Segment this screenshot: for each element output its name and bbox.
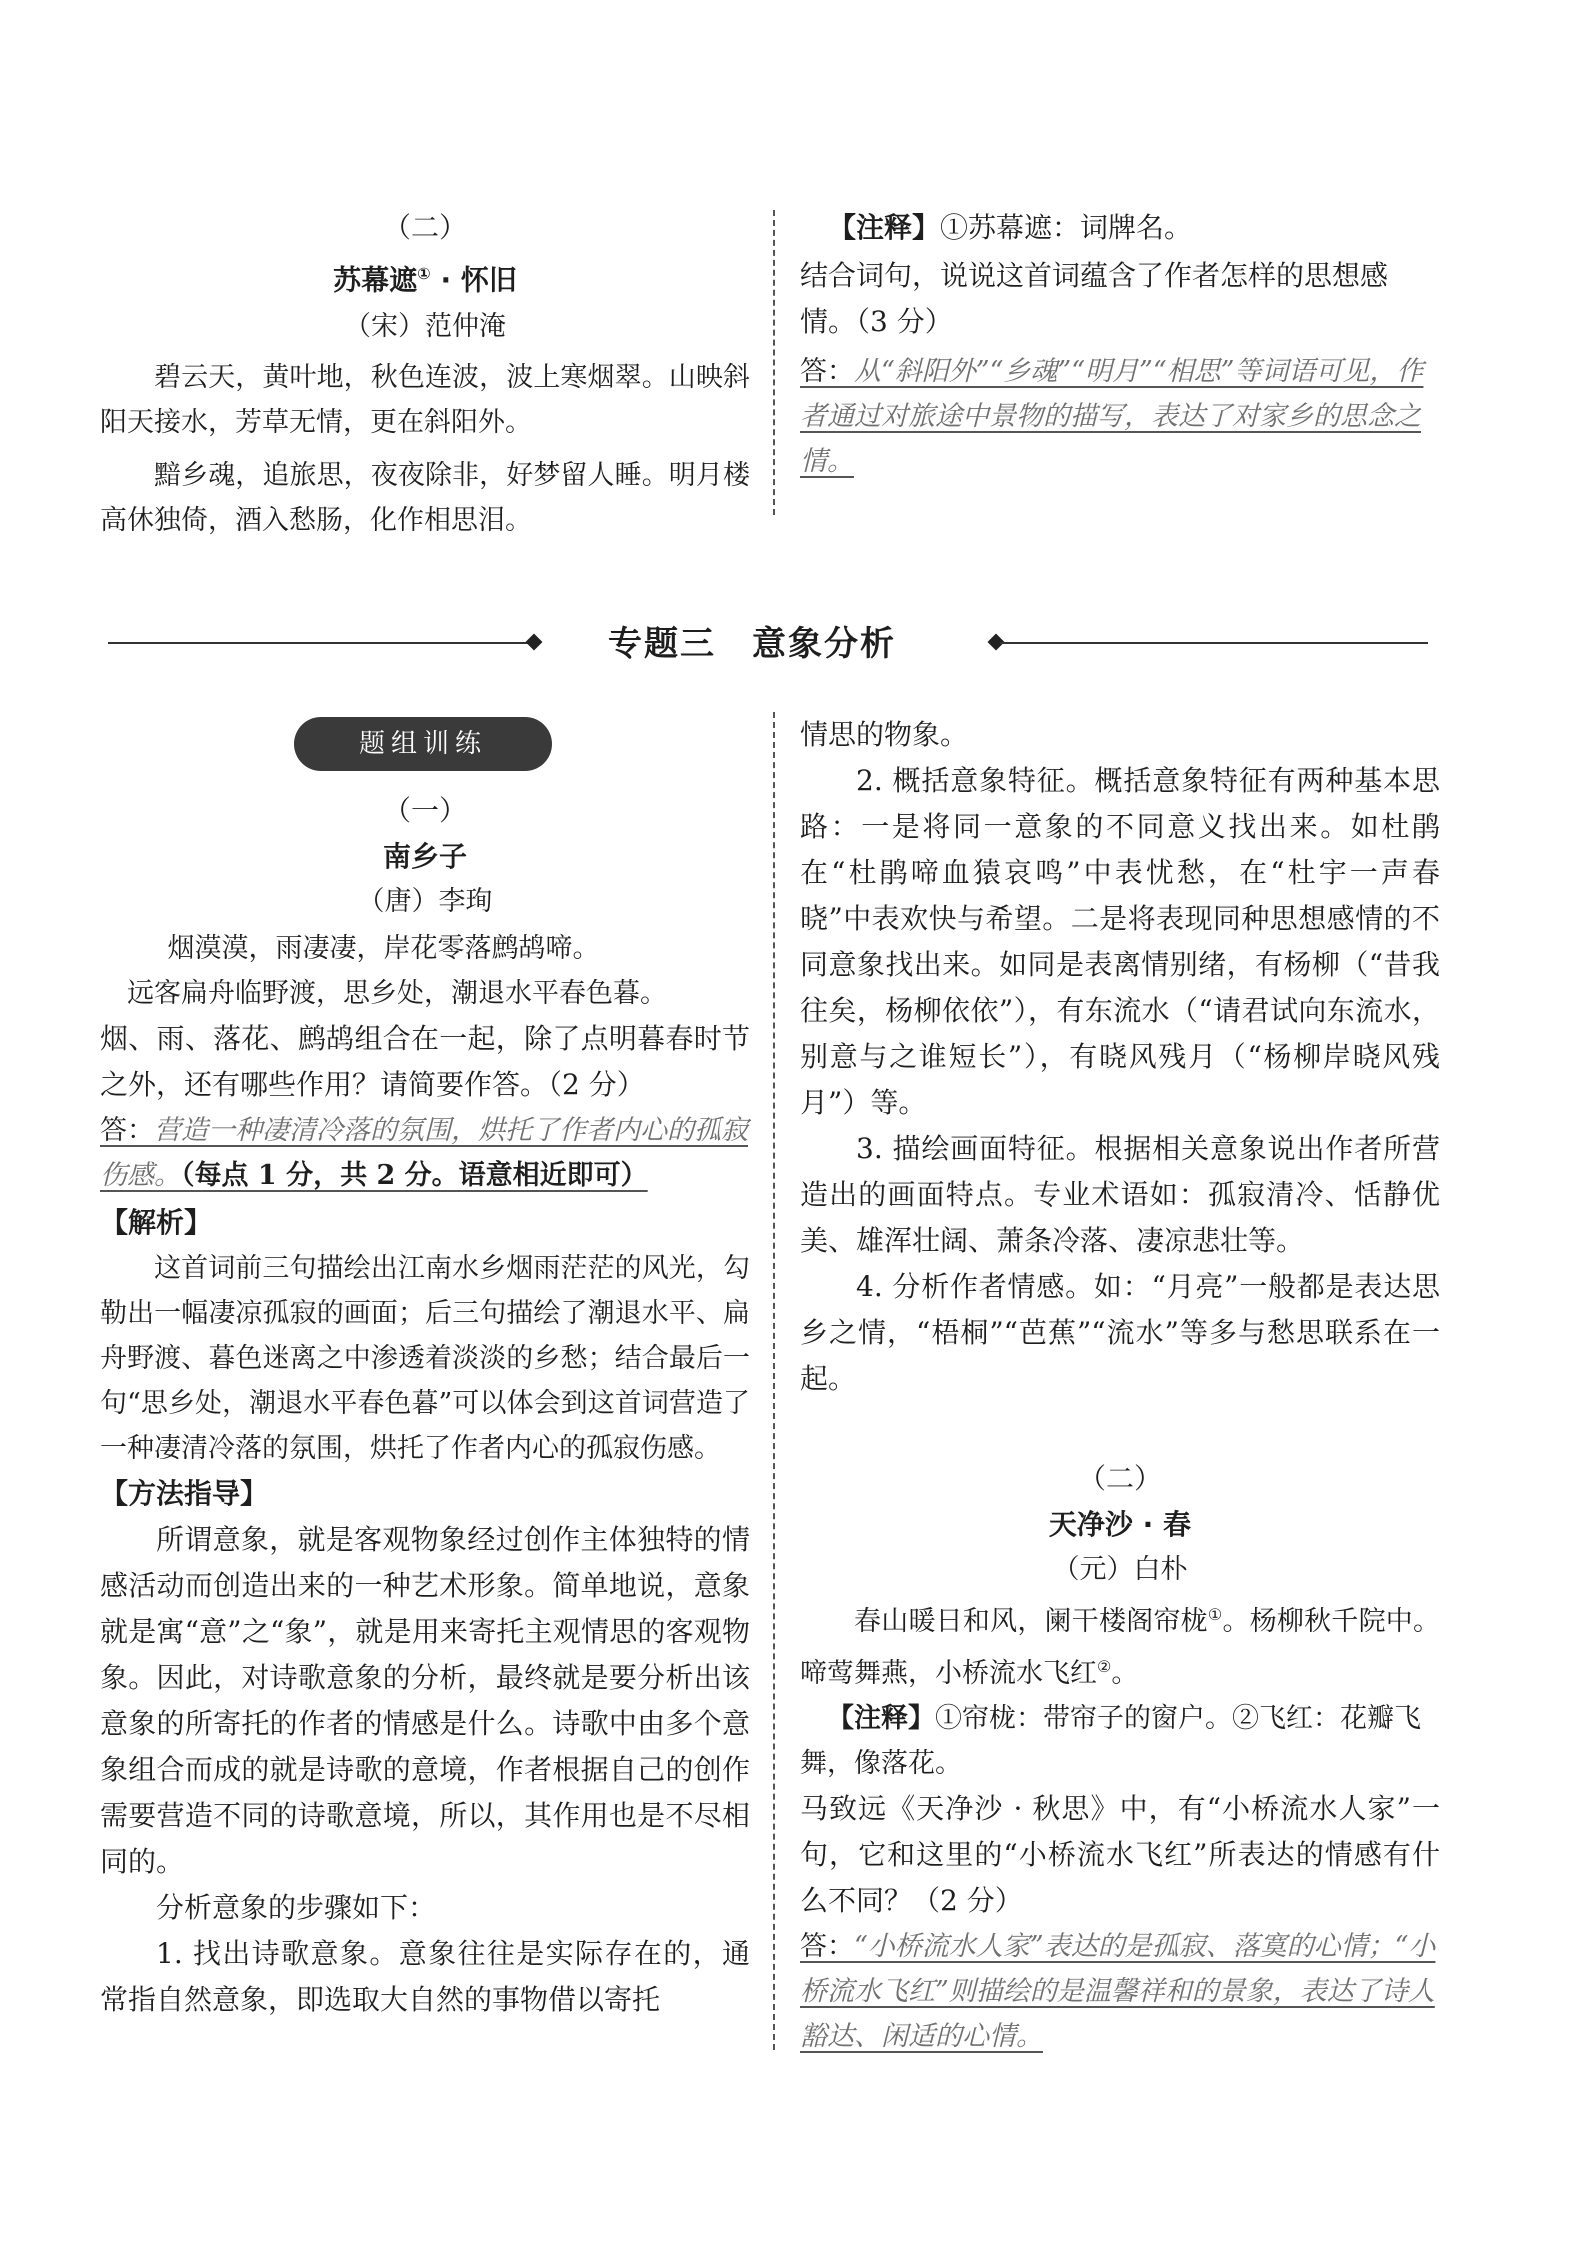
method-step: 4. 分析作者情感。如：“月亮”一般都是表达思乡之情，“梧桐”“芭蕉”“流水”等多与愁思联系在一起。 [800,1270,1440,1395]
answer: 答：“小桥流水人家”表达的是孤寂、落寞的心情；“小桥流水飞红”则描绘的是温馨祥和的景象，表达了诗人豁达、闲适的心情。 [800,1931,1436,2052]
poem-line: 烟漠漠，雨凄凄，岸花零落鹧鸪啼。 [167,933,600,964]
poem-stanza: 黯乡魂，追旅思，夜夜除非，好梦留人睡。明月楼高休独倚，酒入愁肠，化作相思泪。 [100,460,750,537]
annotation: 【注释】①苏幕遮：词牌名。 [828,211,1193,244]
annotation: 【注释】①帘栊：带帘子的窗户。②飞红：花瓣飞舞，像落花。 [800,1703,1421,1779]
column-divider [773,210,775,515]
section-title: 专题三 意象分析 [608,624,896,664]
diamond-icon [526,634,543,651]
analysis-heading: 【解析】 [100,1206,213,1239]
section-number: （二） [1077,1462,1162,1495]
method-continuation: 情思的物象。 [800,718,969,751]
section-number: （一） [382,794,467,827]
answer: 答：营造一种凄清冷落的氛围，烘托了作者内心的孤寂伤感。（每点 1 分，共 2 分。语意相近即可） [100,1115,748,1191]
poem-author: （元）白朴 [1052,1554,1188,1585]
poem-author: （唐）李珣 [357,886,493,917]
header-rule-left [108,642,528,644]
method-step: 3. 描绘画面特征。根据相关意象说出作者所营造出的画面特点。专业术语如：孤寂清冷、恬静优美、雄浑壮阔、萧条冷落、凄凉悲壮等。 [800,1132,1440,1257]
method-step: 2. 概括意象特征。概括意象特征有两种基本思路：一是将同一意象的不同意义找出来。如杜鹃在“杜鹃啼血猿哀鸣”中表忧愁，在“杜宇一声春晓”中表欢快与希望。二是将表现同种思想感情的不同意象找出来。如同是表离情别绪，有杨柳（“昔我往矣，杨柳依依”），有东流水（“请君试向东流水，别意与之谁短长”），有晓风残月（“杨柳岸晓风残月”）等。 [800,764,1440,1119]
poem-title: 天净沙 · 春 [1048,1508,1192,1541]
footnote-marker: ① [417,264,431,283]
poem-stanza: 碧云天，黄叶地，秋色连波，波上寒烟翠。山映斜阳天接水，芳草无情，更在斜阳外。 [100,362,750,439]
top-right-question [800,205,1440,484]
poem-author: （宋）范仲淹 [344,311,506,343]
method-heading: 【方法指导】 [100,1477,269,1510]
analysis-text: 这首词前三句描绘出江南水乡烟雨茫茫的风光，勾勒出一幅凄凉孤寂的画面；后三句描绘了潮退水平、扁舟野渡、暮色迷离之中渗透着淡淡的乡愁；结合最后一句“思乡处，潮退水平春色暮”可以体会到这首词营造了一种凄清冷落的氛围，烘托了作者内心的孤寂伤感。 [100,1253,750,1464]
practice-label: 题组训练 [294,717,552,771]
poem-title: 南乡子 [382,840,467,873]
method-paragraph: 所谓意象，就是客观物象经过创作主体独特的情感活动而创造出来的一种艺术形象。简单地说，意象就是寓“意”之“象”，就是用来寄托主观情思的客观物象。因此，对诗歌意象的分析，最终就是要分析出该意象的所寄托的作者的情感是什么。诗歌中由多个意象组合而成的就是诗歌的意境，作者根据自己的创作需要营造不同的诗歌意境，所以，其作用也是不尽相同的。 [100,1523,750,1878]
right-column [800,712,1440,2059]
header-rule-right [1000,642,1428,644]
method-paragraph: 1. 找出诗歌意象。意象往往是实际存在的，通常指自然意象，即选取大自然的事物借以寄托 [100,1937,750,2016]
question-text: 结合词句，说说这首词蕴含了作者怎样的思想感情。（3 分） [800,259,1389,338]
annotation-head: 【注释】 [828,211,941,244]
column-divider [773,712,775,2050]
question-text: 马致远《天净沙 · 秋思》中，有“小桥流水人家”一句，它和这里的“小桥流水飞红”所表达的情感有什么不同？（2 分） [800,1792,1440,1917]
section-number: （二） [382,211,467,244]
top-left-poem [100,205,750,543]
answer: 答：从“斜阳外”“乡魂”“明月”“相思”等词语可见，作者通过对旅途中景物的描写，表达了对家乡的思念之情。 [800,356,1424,477]
question-text: 烟、雨、落花、鹧鸪组合在一起，除了点明暮春时节之外，还有哪些作用？请简要作答。（2 分） [100,1022,750,1101]
poem-title: 苏幕遮① · 怀旧 [333,263,517,297]
poem-text: 春山暖日和风，阑干楼阁帘栊①。杨柳秋千院中。啼莺舞燕，小桥流水飞红②。 [800,1605,1441,1689]
poem-line: 远客扁舟临野渡，思乡处，潮退水平春色暮。 [127,978,667,1009]
left-column [100,788,750,2023]
method-paragraph: 分析意象的步骤如下： [156,1891,437,1924]
